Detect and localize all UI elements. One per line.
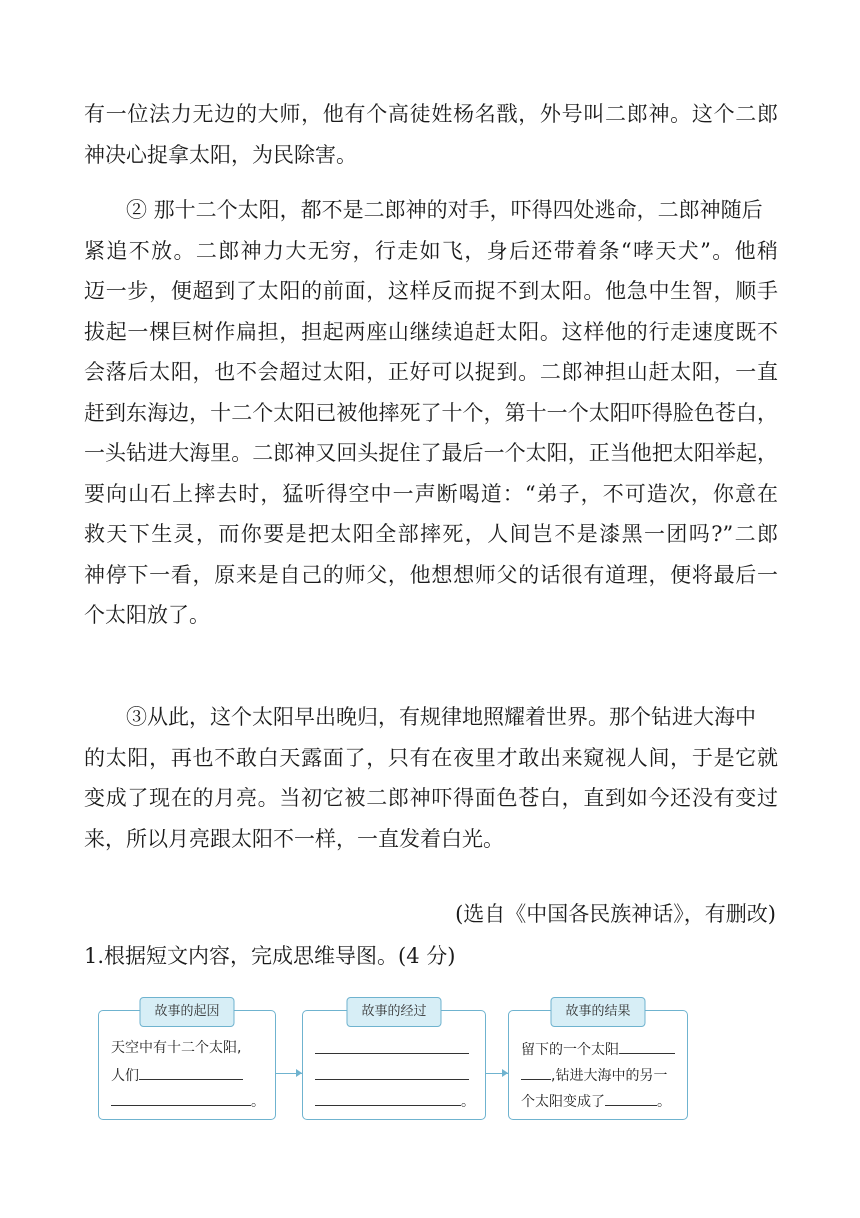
result-blank-1[interactable] <box>619 1035 675 1054</box>
result-line-3-prefix: 个太阳变成了 <box>521 1094 605 1110</box>
cause-title: 故事的起因 <box>139 997 234 1027</box>
text-line: 要向山石上摔去时，猛听得空中一声断喝道：“弟子，不可造次，你意在 <box>84 481 778 506</box>
process-blank-2[interactable] <box>315 1061 469 1080</box>
story-paragraph-2 <box>84 190 778 636</box>
text-line: 会落后太阳，也不会超过太阳，正好可以捉到。二郎神担山赶太阳，一直 <box>84 360 778 384</box>
cause-blank-2[interactable] <box>111 1087 251 1106</box>
process-line-3 <box>315 1087 475 1113</box>
result-line-2-text: ,钻进大海中的另一 <box>551 1068 668 1084</box>
text-line: 一头钻进大海里。二郎神又回头捉住了最后一个太阳，正当他把太阳举起， <box>84 441 778 465</box>
story-paragraph-1 <box>84 94 778 175</box>
result-line-3 <box>521 1087 677 1113</box>
cause-blank-1[interactable] <box>139 1061 243 1080</box>
text-line: 有一位法力无边的大师，他有个高徒姓杨名戬，外号叫二郎神。这个二郎 <box>84 102 778 126</box>
text-line: 神决心捉拿太阳，为民除害。 <box>84 142 357 167</box>
cause-line-3-suffix: 。 <box>251 1094 265 1110</box>
text-line: 赶到东海边，十二个太阳已被他摔死了十个，第十一个太阳吓得脸色苍白， <box>84 400 778 425</box>
result-line-2 <box>521 1061 677 1087</box>
text-line: 来，所以月亮跟太阳不一样，一直发着白光。 <box>84 826 504 851</box>
process-line-2 <box>315 1061 475 1087</box>
text-line: 变成了现在的月亮。当初它被二郎神吓得面色苍白，直到如今还没有变过 <box>84 786 778 810</box>
result-line-1 <box>521 1035 677 1061</box>
text-line: 救天下生灵，而你要是把太阳全部摔死，人间岂不是漆黑一团吗?”二郎 <box>84 522 778 546</box>
mind-map-process-box <box>302 1004 486 1120</box>
text-line: 个太阳放了。 <box>84 603 210 627</box>
mind-map-cause-box <box>98 1004 276 1120</box>
text-line: 拔起一棵巨树作扁担，担起两座山继续追赶太阳。这样他的行走速度既不 <box>84 319 778 344</box>
source-citation: (选自《中国各民族神话》，有删改) <box>455 902 776 926</box>
result-title: 故事的结果 <box>550 997 645 1027</box>
cause-line-1: 天空中有十二个太阳, <box>111 1040 242 1056</box>
cause-line-3 <box>111 1087 265 1113</box>
question-1-prompt: 1.根据短文内容，完成思维导图。(4 分) <box>84 944 456 968</box>
text-line: 的太阳，再也不敢白天露面了，只有在夜里才敢出来窥视人间，于是它就 <box>84 745 778 770</box>
result-blank-3[interactable] <box>605 1087 657 1106</box>
process-blank-1[interactable] <box>315 1035 469 1054</box>
cause-line-2 <box>111 1061 265 1087</box>
text-line: 神停下一看，原来是自己的师父，他想想师父的话很有道理，便将最后一 <box>84 562 778 587</box>
result-line-3-suffix: 。 <box>657 1094 671 1110</box>
cause-line-2-prefix: 人们 <box>111 1068 139 1084</box>
process-line-3-suffix: 。 <box>461 1094 475 1110</box>
story-paragraph-3 <box>84 697 778 859</box>
text-line: ③从此，这个太阳早出晚归，有规律地照耀着世界。那个钻进大海中 <box>126 705 756 729</box>
text-line: 紧追不放。二郎神力大无穷，行走如飞，身后还带着条“哮天犬”。他稍 <box>84 238 778 263</box>
result-blank-2[interactable] <box>521 1061 551 1080</box>
mind-map-result-box <box>508 1004 688 1120</box>
process-blank-3[interactable] <box>315 1087 461 1106</box>
result-line-1-prefix: 留下的一个太阳 <box>521 1042 619 1058</box>
text-line: 迈一步，便超到了太阳的前面，这样反而捉不到太阳。他急中生智，顺手 <box>84 279 778 303</box>
process-line-1 <box>315 1035 475 1061</box>
process-title: 故事的经过 <box>346 997 441 1027</box>
text-line: ② 那十二个太阳，都不是二郎神的对手，吓得四处逃命，二郎神随后 <box>126 198 763 222</box>
